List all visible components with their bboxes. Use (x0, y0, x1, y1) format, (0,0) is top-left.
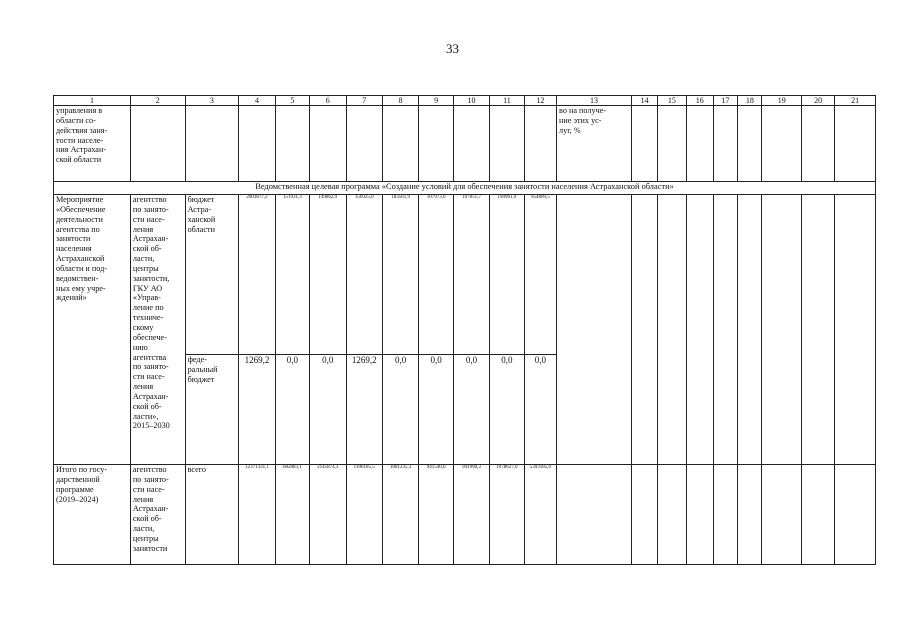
cell-text-line: техниче- (132, 313, 164, 323)
document-table (53, 95, 876, 565)
value-cell: 1106185,5 (346, 465, 382, 565)
value-cell: 0,0 (453, 355, 489, 465)
value-cell: 1269,2 (346, 355, 382, 465)
value-cell: 682883,1 (275, 465, 309, 565)
column-number-12: 12 (524, 96, 556, 106)
value-cell: 954809,5 (524, 195, 556, 355)
cell-text-line: Итого по госу- (56, 465, 108, 474)
cell-text-line: по занято- (132, 204, 169, 214)
cell-text-line: ласти», (132, 411, 159, 421)
column-number-7: 7 (346, 96, 382, 106)
value-cell: 149862,9 (310, 195, 346, 355)
table-row (54, 465, 876, 565)
table-row (54, 106, 876, 182)
cell-text-line: ласти, (132, 524, 155, 534)
cell-text-line: ханской (187, 214, 216, 224)
cell-text-line: по занято- (132, 362, 169, 372)
cell-text-line: населения (56, 244, 92, 254)
cell-text-line: ния Астрахан- (56, 145, 107, 155)
cell-text-line: во на получе- (559, 106, 607, 115)
cell-text-line: ской об- (132, 514, 162, 524)
cell-text-line: ведомствен- (56, 273, 99, 283)
column-number-1: 1 (54, 96, 131, 106)
cell-text-line: центры (132, 263, 159, 273)
column-number-5: 5 (275, 96, 309, 106)
column-number-6: 6 (310, 96, 346, 106)
value-cell: 0,0 (275, 355, 309, 465)
cell-text-line: деятельности (56, 214, 103, 224)
cell-text-line: агентство (132, 195, 167, 204)
cell-funding-regional (185, 195, 239, 355)
value-cell: 0,0 (382, 355, 418, 465)
column-number-21: 21 (835, 96, 876, 106)
column-number-19: 19 (762, 96, 801, 106)
cell-text-line: по занято- (132, 474, 169, 484)
table-row (54, 195, 876, 355)
value-cell: 2003877,2 (239, 195, 275, 355)
column-number-2: 2 (130, 96, 185, 106)
value-cell: 1081235,3 (382, 465, 418, 565)
cell-text-line: луг, % (559, 125, 581, 135)
value-cell: 5393185,0 (524, 465, 556, 565)
value-cell: 107973,0 (419, 195, 453, 355)
cell-text-line: Астрахан- (132, 234, 169, 244)
cell-text-line: нию (132, 342, 148, 352)
cell-text-line: (2019–2024) (56, 494, 99, 504)
cell-text-line: агентство (132, 465, 167, 474)
value-cell: 190961,9 (490, 195, 524, 355)
cell-text-line: «Обеспечение (56, 204, 106, 214)
cell-text-line: ления (132, 224, 154, 234)
cell-text-line: феде- (187, 355, 207, 364)
value-cell: 1078627,0 (490, 465, 524, 565)
column-number-20: 20 (801, 96, 834, 106)
column-number-16: 16 (686, 96, 713, 106)
cell-text-line: Астрахан- (132, 391, 169, 401)
cell-measure-name (54, 195, 131, 465)
cell-text-line: сти насе- (132, 484, 165, 494)
cell-text-line: всего (187, 465, 207, 474)
cell-total-executor (130, 465, 185, 565)
column-number-10: 10 (453, 96, 489, 106)
cell-text-line: центры (132, 533, 159, 543)
value-cell: 941990,3 (453, 465, 489, 565)
cell-continuation-goal (54, 106, 131, 182)
cell-text-line: ГКУ АО (132, 283, 163, 293)
cell-text-line: агентства по (56, 224, 100, 234)
cell-text-line: ления (132, 494, 154, 504)
cell-text-line: бюджет (187, 374, 215, 384)
cell-continuation-indicator (557, 106, 632, 182)
program-banner: Ведомственная целевая программа «Создание условий для обеспечения занятости населения Астраханской области» (54, 182, 876, 195)
column-number-11: 11 (490, 96, 524, 106)
cell-text-line: действия заня- (56, 125, 108, 135)
cell-text-line: программе (56, 484, 94, 494)
cell-text-line: ской об- (132, 244, 162, 254)
cell-text-line: «Управ- (132, 293, 161, 303)
cell-total-funding (185, 465, 239, 565)
cell-text-line: области (187, 224, 215, 234)
cell-text-line: ласти, (132, 254, 155, 264)
column-number-3: 3 (185, 96, 239, 106)
column-number-14: 14 (631, 96, 657, 106)
column-number-8: 8 (382, 96, 418, 106)
cell-text-line: ных ему учре- (56, 283, 106, 293)
cell-text-line: ральный (187, 364, 218, 374)
cell-text-line: занятости (132, 543, 168, 553)
value-cell: 156925,0 (346, 195, 382, 355)
cell-text-line: сти насе- (132, 372, 165, 382)
cell-text-line: Мероприятие (56, 195, 104, 204)
cell-text-line: 2015–2030 (132, 421, 170, 431)
cell-text-line: области со- (56, 115, 96, 125)
value-cell: 0,0 (310, 355, 346, 465)
cell-text-line: ской об- (132, 401, 162, 411)
cell-text-line: дарственной (56, 474, 100, 484)
value-cell: 183561,9 (382, 195, 418, 355)
cell-text-line: агентства (132, 352, 167, 362)
cell-text-line: ления (132, 382, 154, 392)
value-cell: 941540,6 (419, 465, 453, 565)
table-row (54, 182, 876, 195)
value-cell: 0,0 (419, 355, 453, 465)
cell-text-line: занятости (56, 234, 91, 244)
cell-text-line: области и под- (56, 263, 107, 273)
value-cell: 107851,7 (453, 195, 489, 355)
cell-text-line: сти насе- (132, 214, 165, 224)
cell-text-line: ждений» (56, 293, 87, 303)
cell-text-line: обеспече- (132, 332, 167, 342)
cell-text-line: тости населе- (56, 135, 104, 145)
column-number-17: 17 (713, 96, 737, 106)
cell-text-line: Астрахан- (132, 504, 169, 514)
cell-text-line: управления в (56, 106, 103, 115)
column-number-9: 9 (419, 96, 453, 106)
header-row (54, 96, 876, 106)
column-number-13: 13 (557, 96, 632, 106)
column-number-4: 4 (239, 96, 275, 106)
cell-text-line: ние этих ус- (559, 115, 602, 125)
cell-text-line: скому (132, 322, 154, 332)
value-cell: 1269,2 (239, 355, 275, 465)
value-cell: 151931,3 (275, 195, 309, 355)
cell-total-name (54, 465, 131, 565)
cell-text-line: ской области (56, 155, 102, 165)
page-number: 33 (446, 41, 459, 56)
cell-measure-executor (130, 195, 185, 465)
value-cell: 0,0 (490, 355, 524, 465)
cell-text-line: ление по (132, 303, 164, 313)
value-cell: 2145874,3 (310, 465, 346, 565)
cell-text-line: занятости, (132, 273, 170, 283)
column-number-15: 15 (658, 96, 686, 106)
cell-funding-federal (185, 355, 239, 465)
cell-text-line: Астра- (187, 204, 212, 214)
value-cell: 12371331,1 (239, 465, 275, 565)
value-cell: 0,0 (524, 355, 556, 465)
column-number-18: 18 (738, 96, 762, 106)
cell-text-line: Астраханской (56, 254, 105, 264)
cell-text-line: бюджет (187, 195, 215, 204)
